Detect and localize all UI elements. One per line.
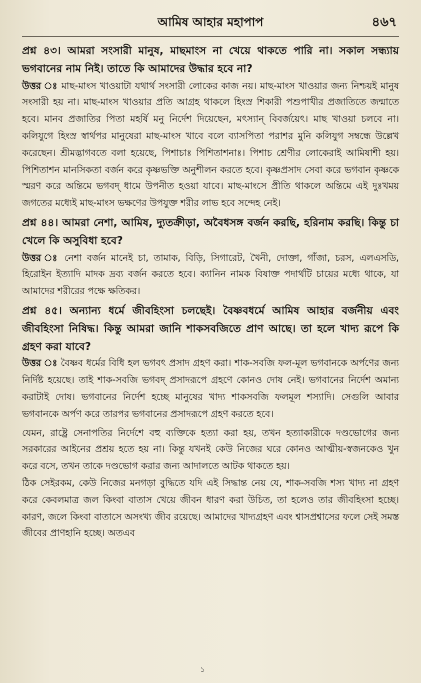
question-text: আমরা নেশা, আমিষ, দ্যুতক্রীড়া, অবৈধসঙ্গ বর্জন করছি, হরিনাম করছি। কিন্তু চা খেলে কি অসুবিধা হবে? [22, 216, 399, 247]
question-43 [22, 43, 399, 79]
question-45 [22, 303, 399, 356]
running-title: আমিষ আহার মহাপাপ [157, 15, 264, 29]
page-number: ৪৬৭ [371, 15, 397, 30]
question-label: প্রশ্ন ৪৫। [22, 304, 62, 317]
answer-text: মাছ-মাংস খাওয়াটা যথার্থ সংসারী লোকের কাজ নয়। মাছ-মাংস খাওয়ার জন্য নিশ্চয়ই মানুষ সংসারী হয় না। মাছ-মাংস খাওয়ার প্রতি আগ্রহ থাকলে হিংস্র শিকারী পশুপাখীর প্রজাতিতে জন্মাতে হবে। মানব প্রজাতির পিতা মহর্ষি মনু নির্দেশ দিয়েছেন, মৎস্যান্ বিবর্জয়েৎ। মাছ খাওয়া চলবে না। কলিযুগে হিংস্র স্বার্থপর মানুষেরা মাছ-মাংস খাবে বলে ব্যাসপিতা পরাশর মুনি কলিযুগ সম্বন্ধে উল্লেখ করেছেন। শ্রীমদ্ভাগবতে বলা হয়েছে, পিশাচাঃ পিশিতাশনাঃ। পিশাচ শ্রেণীর লোকেরাই আমিষাশী হয়। পিশিতাশন মানসিকতা বর্জন করে কৃষ্ণভক্তি অনুশীলন করতে হবে। কৃষ্ণপ্রসাদ সেবা করে ভগবান কৃষ্ণকে স্মরণ করে অন্তিমে ভগবদ্ ধামে উপনীত হওয়া যাবে। মাছ-মাংসে প্রীতি থাকলে অন্তিমে এই দুঃখময় জগতের মধ্যেই মাছ-মাংস ভক্ষণের উপযুক্ত শরীর লাভ হবে সন্দেহ নেই। [22, 80, 399, 210]
qa-section-43 [22, 43, 399, 213]
question-label: প্রশ্ন ৪৩। [22, 45, 61, 57]
answer-43 [22, 79, 399, 213]
body-paragraph: ঠিক সেইরকম, কেউ নিজের মনগড়া বুদ্ধিতে যদি এই সিদ্ধান্ত নেয় যে, শাক-সবজি শস্য খাদ্য না গ্রহণ করে কেবলমাত্র জল কিংবা বাতাস খেয়ে জীবন ধারণ করা উচিত, তা হলেও তার জীবহিংসা হচ্ছে। কারণ, জলে কিংবা বাতাসে অসংখ্য জীব রয়েছে। আমাদের খাদ্যগ্রহণ এবং শ্বাসপ্রশ্বাসের ফলে সেই সমস্ত জীবের প্রাণহানি হচ্ছে। অতএব [22, 477, 399, 540]
answer-label: উত্তর ঃ [22, 252, 60, 264]
running-head [22, 12, 399, 37]
qa-section-45 [22, 303, 399, 424]
question-label: প্রশ্ন ৪৪। [22, 216, 59, 229]
question-44 [22, 215, 399, 251]
question-text: আমরা সংসারী মানুষ, মাছমাংস না খেয়ে থাকতে পারি না। সকাল সন্ধ্যায় ভগবানের নাম নিই। তাতে কি আমাদের উদ্ধার হবে না? [22, 45, 399, 75]
answer-45 [22, 356, 399, 423]
footer-mark: ১ [200, 665, 206, 674]
question-text: অন্যান্য ধর্মে জীবহিংসা চলছেই। বৈষ্ণবধর্মে আমিষ আহার বর্জনীয় এবং জীবহিংসা নিষিদ্ধ। কিন্তু আমরা জানি শাকসবজিতে প্রাণ আছে। তা হলে খাদ্য রূপে কি গ্রহণ করা যাবে? [22, 304, 399, 353]
answer-label: উত্তর ঃ [22, 358, 58, 370]
answer-label: উত্তর ঃ [22, 80, 58, 92]
qa-section-44 [22, 215, 399, 301]
answer-text: নেশা বর্জন মানেই চা, তামাক, বিড়ি, সিগারেট, খৈনী, দোক্তা, গাঁজা, চরস, এলএসডি, হিরোইন ইত্যাদি মাদক দ্রব্য বর্জন করতে হবে। ক্যানিন নামক বিষাক্ত পদার্থটি চায়ের মধ্যে থাকে, যা আমাদের শরীরের পক্ষে ক্ষতিকর। [22, 252, 399, 298]
body-paragraph: যেমন, রাষ্ট্রে সেনাপতির নির্দেশে বহু ব্যক্তিকে হত্যা করা হয়, তখন হত্যাকারীকে দণ্ডভোগের জন্য সরকারের আইনের প্রশ্রয় হতে হয় না। কিন্তু যখনই কেউ নিজের ঘরে কোনও আত্মীয়-স্বজনকেও খুন করে বসে, তখন তাকে দণ্ডভোগ করার জন্য আদালতে আটক থাকতে হয়। [22, 427, 399, 473]
answer-44 [22, 251, 399, 301]
answer-text: বৈষ্ণব ধর্মের বিধি হল ভগবৎ প্রসাদ গ্রহণ করা। শাক-সবজি ফল-মূল ভগবানকে অর্পণের জন্য নির্দিষ্ট হয়েছে। তাই শাক-সবজি ভগবদ্ প্রসাদরূপে গ্রহণে কোনও দোষ নেই। ভগবানের নির্দেশ অমান্য করাটাই দোষ। ভগবানের নির্দেশ হচ্ছে মানুষের খাদ্য শাকসবজি ফলমূল শস্যাদি। সেগুলি আবার ভগবানকে অর্পণ করে তারপর ভগবানের প্রসাদরূপে গ্রহণ করতে হবে। [22, 358, 399, 420]
